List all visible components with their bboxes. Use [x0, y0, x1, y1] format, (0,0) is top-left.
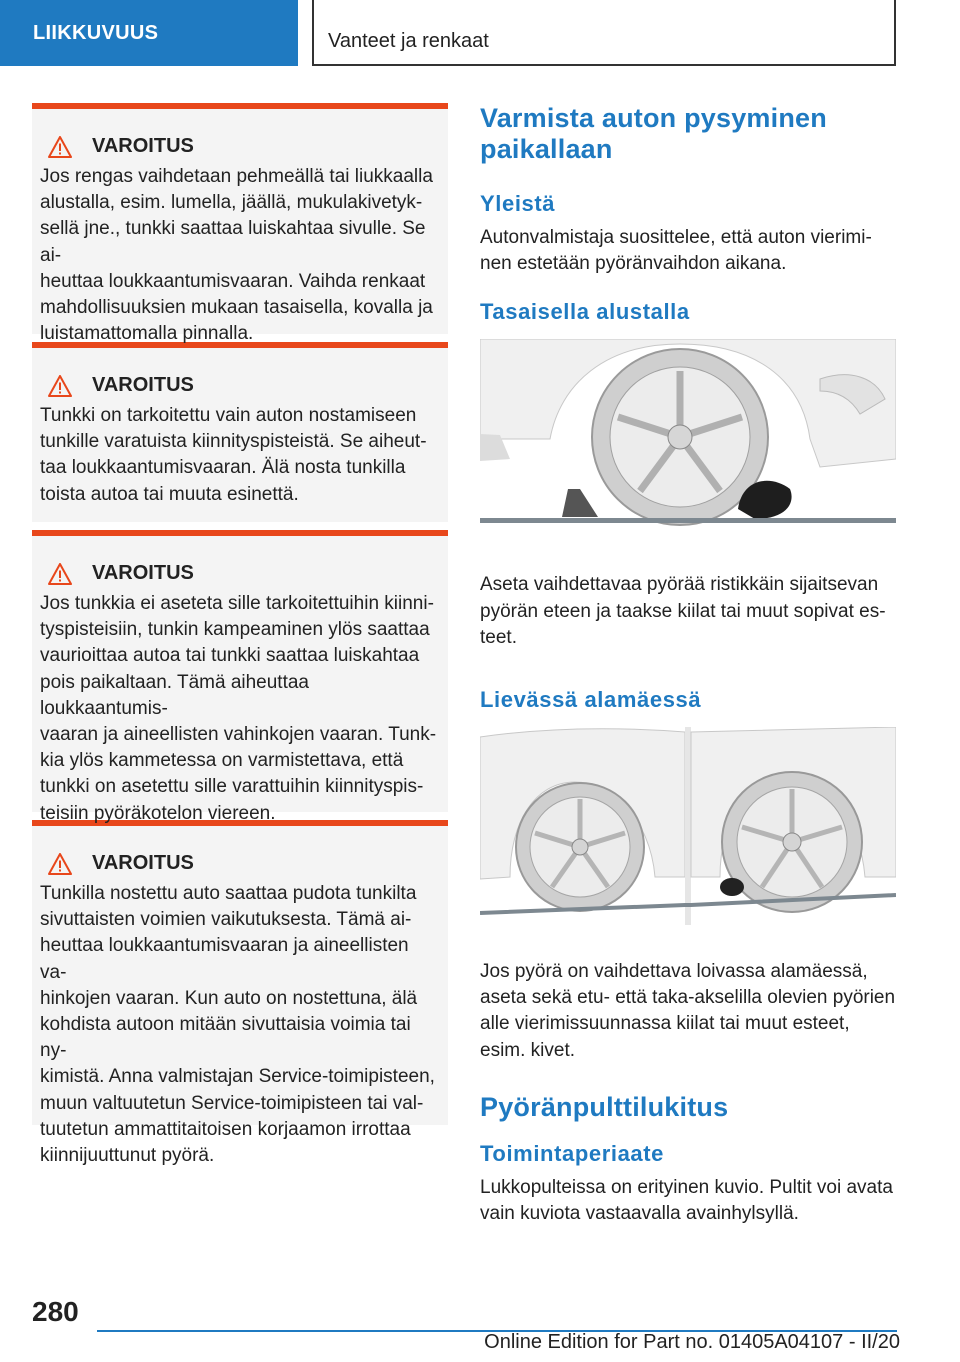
page-header — [0, 0, 960, 68]
subheading-flat-surface: Tasaisella alustalla — [480, 299, 690, 325]
warning-text: Jos tunkkia ei aseteta sille tarkoitettuihin kiinni- tyspisteisiin, tunkin kampeaminen ylös saattaa vaurioittaa autoa tai tunkki saattaa luiskahtaa pois paikaltaan. Tämä aiheuttaa loukkaantumis- vaaran ja aineellisten vahinkojen vaaran. Tunk- kia ylös kammetessa on varmistettava, että tunkki on asetettu sille varattuihin kiinnityspis- teisiin pyöräkotelon viereen. — [40, 593, 437, 824]
subheading-slope: Lievässä alamäessä — [480, 687, 702, 713]
warning-box — [32, 820, 448, 1167]
warning-icon — [48, 375, 72, 397]
slope-figure — [480, 727, 896, 925]
flat-surface-figure — [480, 339, 896, 527]
general-text: Autonvalmistaja suosittelee, että auton vierimi-nen estetään pyöränvaihdon aikana. — [480, 227, 872, 275]
bolt-lock-title: Pyöränpulttilukitus — [480, 1091, 729, 1122]
principle-text: Lukkopulteissa on erityinen kuvio. Pultit voi avata vain kuviota vastaavalla avainhylsyllä. — [480, 1176, 893, 1225]
subheading-general: Yleistä — [480, 191, 556, 216]
edition-text: Online Edition for Part no. 01405A04107 - II/20 — [484, 1331, 900, 1353]
section-tab: LIIKKUVUUS — [0, 0, 298, 66]
warning-box — [32, 103, 448, 345]
flat-surface-text: Aseta vaihdettavaa pyörää ristikkäin sijaitsevan pyörän eteen ja taakse kiilat tai muut sopivat es-teet. — [480, 574, 886, 648]
warning-title: VAROITUS — [92, 852, 194, 874]
warning-icon — [48, 563, 72, 585]
content-column — [480, 103, 898, 1227]
warning-title: VAROITUS — [92, 374, 194, 396]
section-title: Varmista auton pysyminen paikallaan — [480, 103, 827, 164]
subheading-principle: Toimintaperiaate — [480, 1140, 665, 1166]
slope-text: Jos pyörä on vaihdettava loivassa alamäessä, aseta sekä etu- että taka-akselilla olevien pyörien alle vierimissuunnassa kiilat tai muut esteet, esim. kivet. — [480, 961, 896, 1061]
warning-text: Jos rengas vaihdetaan pehmeällä tai liukkaalla alustalla, esim. lumella, jäällä, mukulakivetyk- sellä jne., tunkki saattaa luiskahtaa sivulle. Se ai- heuttaa loukkaantumisvaaran. Vaihda renkaat mahdollisuuksien mukaan tasaisella, kovalla ja luistamattomalla pinnalla. — [40, 166, 433, 345]
page-number: 280 — [32, 1296, 79, 1327]
warning-title: VAROITUS — [92, 135, 194, 157]
warning-box — [32, 342, 448, 522]
warnings-column — [32, 103, 448, 1167]
warning-box — [32, 530, 448, 824]
warning-text: Tunkki on tarkoitettu vain auton nostamiseen tunkille varatuista kiinnityspisteistä. Se aiheut- taa loukkaantumisvaaran. Älä nosta tunkilla toista autoa tai muuta esinettä. — [40, 405, 427, 505]
warning-icon — [48, 136, 72, 158]
warning-icon — [48, 853, 72, 875]
warning-title: VAROITUS — [92, 562, 194, 584]
chapter-title: Vanteet ja renkaat — [312, 0, 896, 66]
warning-text: Tunkilla nostettu auto saattaa pudota tunkilta sivuttaisten voimien vaikutuksesta. Tämä ai- heuttaa loukkaantumisvaaran ja aineellisten va- hinkojen vaaran. Kun auto on nostettuna, älä kohdista autoon mitään sivuttaisia voimia tai ny- kimistä. Anna valmistajan Service-toimipisteen, muun valtuutetun Service-toimipisteen tai val- tuutetun ammattitaitoisen korjaamon irrottaa kiinnijuuttunut pyörä. — [40, 883, 435, 1167]
